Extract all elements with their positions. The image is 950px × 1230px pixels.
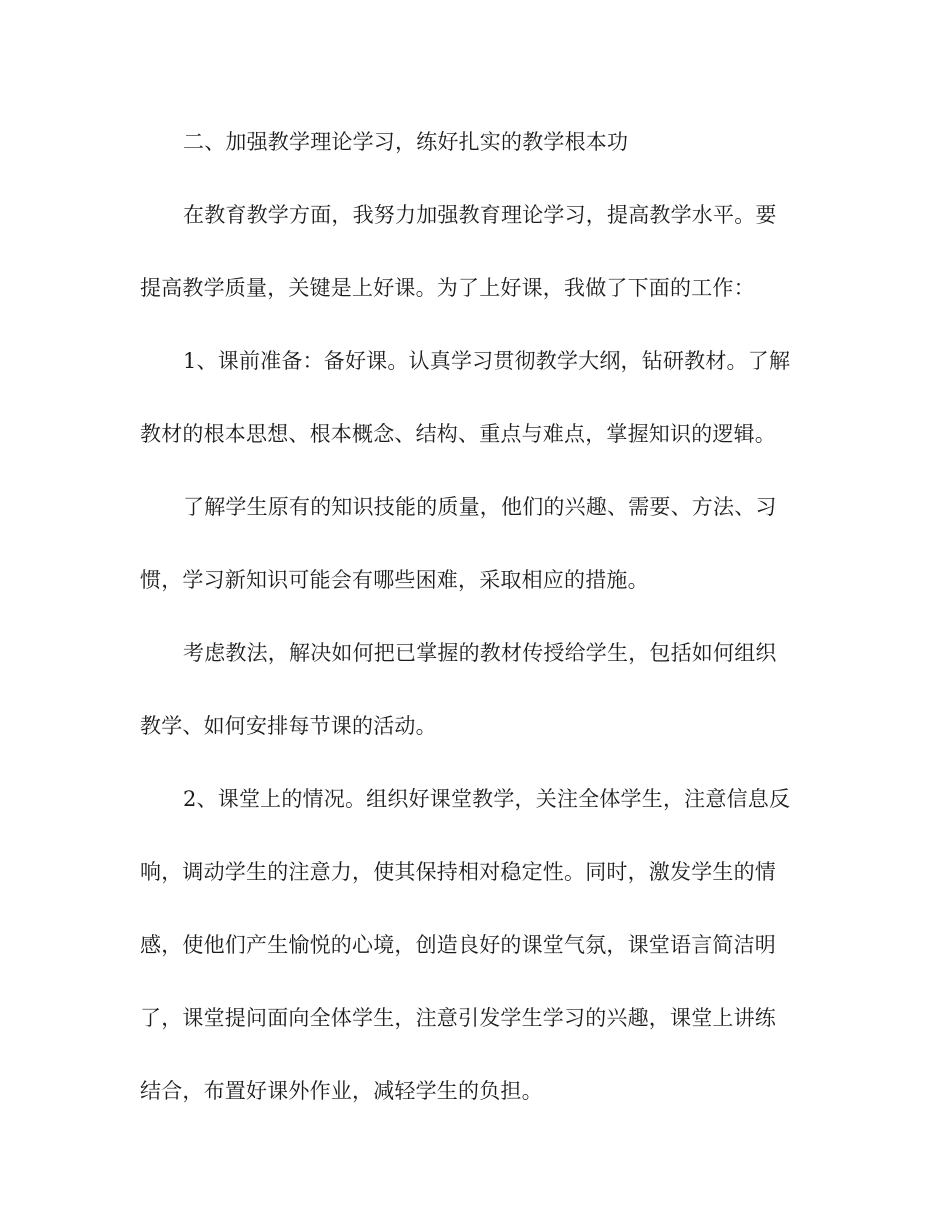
paragraph-line: 了，课堂提问面向全体学生，注意引发学生学习的兴趣，课堂上讲练 (140, 1006, 776, 1030)
paragraph-line: 在教育教学方面，我努力加强教育理论学习，提高教学水平。要 (183, 203, 777, 227)
paragraph-line: 提高教学质量，关键是上好课。为了上好课，我做了下面的工作： (140, 276, 755, 300)
paragraph-line: 了解学生原有的知识技能的质量，他们的兴趣、需要、方法、习 (183, 495, 777, 519)
paragraph-line: 教学、如何安排每节课的活动。 (140, 714, 437, 738)
paragraph-line: 响，调动学生的注意力，使其保持相对稳定性。同时，激发学生的情 (140, 860, 776, 884)
paragraph-line: 1、课前准备：备好课。认真学习贯彻教学大纲，钻研教材。了解 (183, 349, 791, 373)
paragraph-line: 结合，布置好课外作业，减轻学生的负担。 (140, 1079, 543, 1103)
paragraph-line: 教材的根本思想、根本概念、结构、重点与难点，掌握知识的逻辑。 (140, 422, 776, 446)
paragraph-line: 感，使他们产生愉悦的心境，创造良好的课堂气氛，课堂语言简洁明 (140, 933, 776, 957)
paragraph-line: 2、课堂上的情况。组织好课堂教学，关注全体学生，注意信息反 (183, 787, 791, 811)
paragraph-line: 惯，学习新知识可能会有哪些困难，采取相应的措施。 (140, 568, 649, 592)
paragraph-line: 考虑教法，解决如何把已掌握的教材传授给学生，包括如何组织 (183, 641, 777, 665)
section-heading: 二、加强教学理论学习，练好扎实的教学根本功 (183, 130, 629, 154)
